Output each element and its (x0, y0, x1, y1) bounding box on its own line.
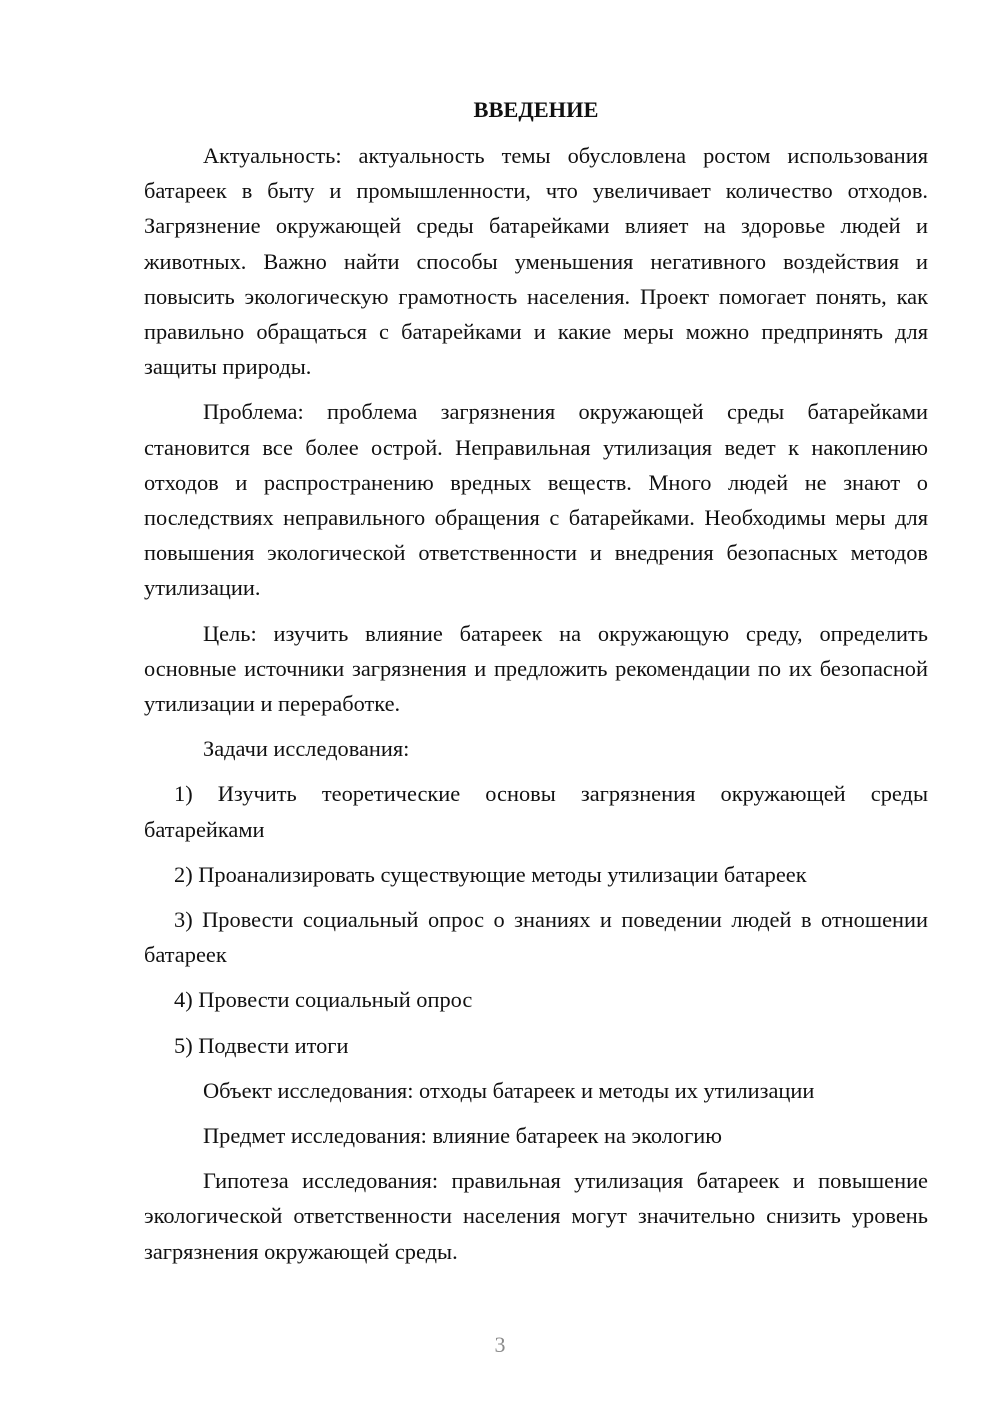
task-item: 1) Изучить теоретические основы загрязнения окружающей среды батарейками (144, 781, 928, 842)
object-paragraph: Объект исследования: отходы батареек и методы их утилизации (203, 1077, 815, 1103)
hypothesis-paragraph: Гипотеза исследования: правильная утилизация батареек и повышение экологической ответственности населения могут значительно снизить уровень загрязнения окружающей среды. (144, 1168, 928, 1264)
tasks-title: Задачи исследования: (203, 736, 410, 762)
goal-paragraph: Цель: изучить влияние батареек на окружающую среду, определить основные источники загрязнения и предложить рекомендации по их безопасной утилизации и переработке. (144, 620, 928, 717)
task-item: 5) Подвести итоги (174, 1032, 349, 1058)
problem-paragraph: Проблема: проблема загрязнения окружающей среды батарейками становится все более острой. Неправильная утилизация ведет к накоплению отходов и распространению вредных веществ. Много людей не знают о последствиях неправильного обращения с батарейками. Необходимы меры для повышения экологической ответственности и внедрения безопасных методов утилизации. (144, 399, 928, 601)
relevance-paragraph: Актуальность: актуальность темы обусловлена ростом использования батареек в быту и промышленности, что увеличивает количество отходов. Загрязнение окружающей среды батарейками влияет на здоровье людей и животных. Важно найти способы уменьшения негативного воздействия и повысить экологическую грамотность населения. Проект помогает понять, как правильно обращаться с батарейками и какие меры можно предпринять для защиты природы. (144, 143, 928, 380)
page-content (144, 92, 928, 1279)
task-item: 2) Проанализировать существующие методы утилизации батареек (174, 861, 807, 887)
section-heading: ВВЕДЕНИЕ (473, 97, 599, 122)
subject-paragraph: Предмет исследования: влияние батареек на экологию (203, 1123, 723, 1149)
task-item: 3) Провести социальный опрос о знаниях и поведении людей в отношении батареек (144, 907, 928, 968)
page-number: 3 (494, 1332, 506, 1357)
task-item: 4) Провести социальный опрос (174, 987, 473, 1013)
